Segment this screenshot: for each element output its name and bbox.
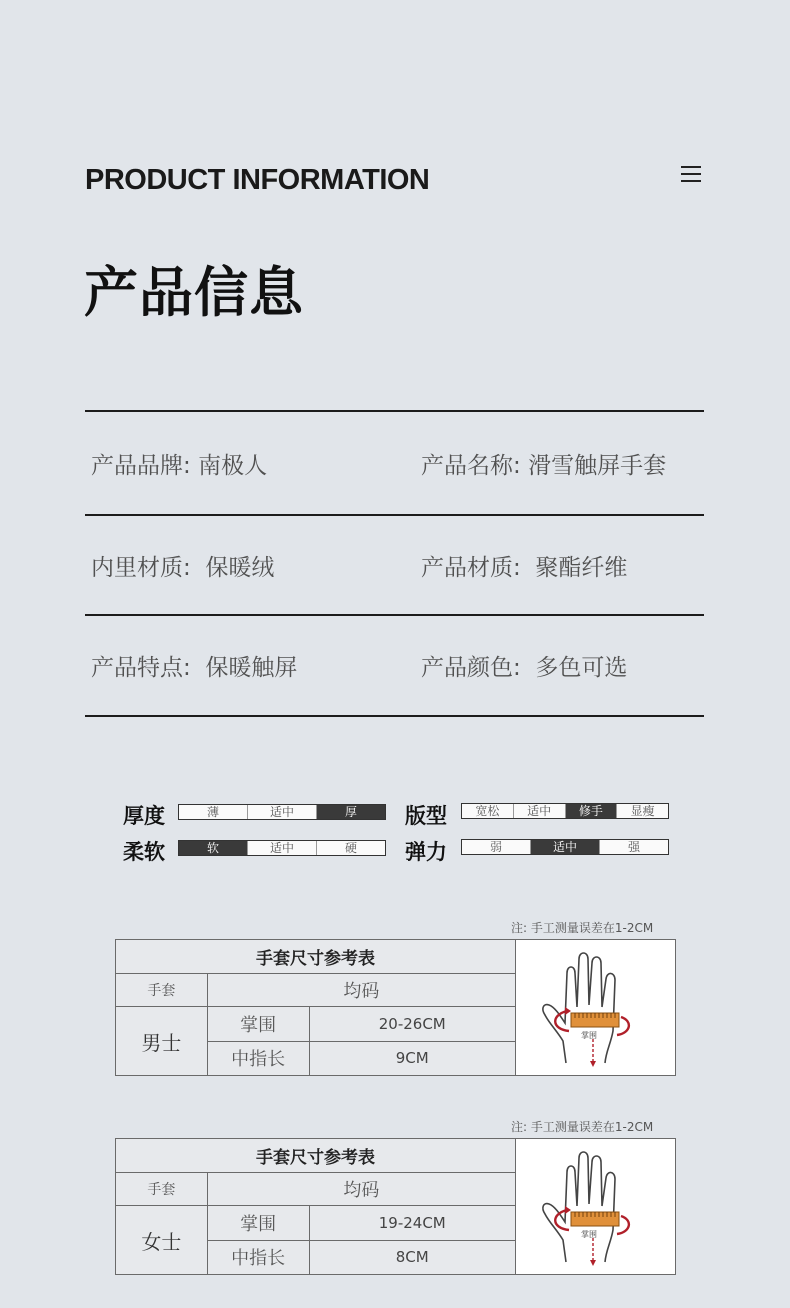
product-name-label: 产品名称: bbox=[421, 452, 529, 479]
attr-option: 硬 bbox=[344, 841, 357, 855]
product-name-field bbox=[421, 413, 666, 513]
row-value-finger: 8CM bbox=[309, 1240, 515, 1274]
feature-label: 产品特点: bbox=[91, 654, 206, 681]
feature-field bbox=[91, 615, 297, 715]
attr-option: 强 bbox=[627, 840, 640, 854]
material-field bbox=[421, 515, 627, 615]
color-label: 产品颜色: bbox=[421, 654, 536, 681]
row-label-finger: 中指长 bbox=[207, 1041, 309, 1075]
attr-bar-thickness bbox=[178, 804, 386, 820]
info-row-3 bbox=[85, 615, 704, 715]
col-header-glove: 手套 bbox=[116, 1173, 208, 1206]
hand-image-label: 掌围 bbox=[580, 1229, 597, 1239]
color-field bbox=[421, 615, 627, 715]
attr-option: 适中 bbox=[531, 840, 600, 854]
brand-label: 产品品牌: bbox=[91, 452, 199, 479]
hand-measure-icon bbox=[521, 1142, 671, 1268]
col-header-glove: 手套 bbox=[116, 974, 208, 1007]
row-value-finger: 9CM bbox=[309, 1041, 515, 1075]
material-value: 聚酯纤维 bbox=[535, 554, 628, 581]
hand-measure-image bbox=[516, 1139, 676, 1275]
info-row-1 bbox=[85, 413, 704, 513]
attr-option: 厚 bbox=[317, 805, 385, 819]
row-label-palm: 掌围 bbox=[207, 1206, 309, 1240]
col-header-size: 均码 bbox=[207, 974, 515, 1007]
size-table-women bbox=[115, 1138, 676, 1275]
color-value: 多色可选 bbox=[535, 654, 628, 681]
attr-bar-softness bbox=[178, 840, 386, 856]
hand-measure-image bbox=[516, 940, 676, 1076]
gender-label: 女士 bbox=[116, 1206, 208, 1275]
row-value-palm: 20-26CM bbox=[309, 1007, 515, 1041]
attr-name-thickness: 厚度 bbox=[123, 804, 165, 828]
page-title-chinese: 产品信息 bbox=[84, 261, 304, 324]
info-row-2 bbox=[85, 515, 704, 615]
attr-option: 宽松 bbox=[462, 804, 514, 818]
brand-value: 南极人 bbox=[198, 452, 268, 479]
size-table-caption: 手套尺寸参考表 bbox=[116, 940, 516, 974]
attr-name-softness: 柔软 bbox=[123, 840, 165, 864]
divider bbox=[85, 715, 704, 717]
attr-option: 弱 bbox=[462, 840, 531, 854]
lining-field bbox=[91, 515, 274, 615]
attr-name-fit: 版型 bbox=[405, 804, 447, 828]
page-title-english: PRODUCT INFORMATION bbox=[85, 164, 430, 196]
size-note: 注: 手工测量误差在1-2CM bbox=[511, 1120, 654, 1134]
size-table-men bbox=[115, 939, 676, 1076]
row-label-finger: 中指长 bbox=[207, 1240, 309, 1274]
size-table-caption: 手套尺寸参考表 bbox=[116, 1139, 516, 1173]
material-label: 产品材质: bbox=[421, 554, 536, 581]
row-value-palm: 19-24CM bbox=[309, 1206, 515, 1240]
hand-image-label: 掌围 bbox=[580, 1030, 597, 1040]
attr-option: 显瘦 bbox=[630, 804, 655, 818]
row-label-palm: 掌围 bbox=[207, 1007, 309, 1041]
divider bbox=[85, 410, 704, 412]
gender-label: 男士 bbox=[116, 1007, 208, 1076]
brand-field bbox=[91, 413, 267, 513]
attr-name-elasticity: 弹力 bbox=[405, 840, 447, 864]
attr-option: 适中 bbox=[248, 805, 317, 819]
attr-bar-fit bbox=[461, 803, 669, 819]
attr-option: 适中 bbox=[514, 804, 566, 818]
feature-value: 保暖触屏 bbox=[205, 654, 298, 681]
hamburger-menu-icon[interactable] bbox=[681, 166, 701, 184]
col-header-size: 均码 bbox=[207, 1173, 515, 1206]
product-name-value: 滑雪触屏手套 bbox=[528, 452, 667, 479]
lining-label: 内里材质: bbox=[91, 554, 206, 581]
size-note: 注: 手工测量误差在1-2CM bbox=[511, 921, 654, 935]
attr-bar-elasticity bbox=[461, 839, 669, 855]
attr-option: 软 bbox=[179, 841, 248, 855]
lining-value: 保暖绒 bbox=[205, 554, 275, 581]
attr-option: 适中 bbox=[248, 841, 317, 855]
attr-option: 修手 bbox=[566, 804, 618, 818]
attr-option: 薄 bbox=[179, 805, 248, 819]
hand-measure-icon bbox=[521, 943, 671, 1069]
